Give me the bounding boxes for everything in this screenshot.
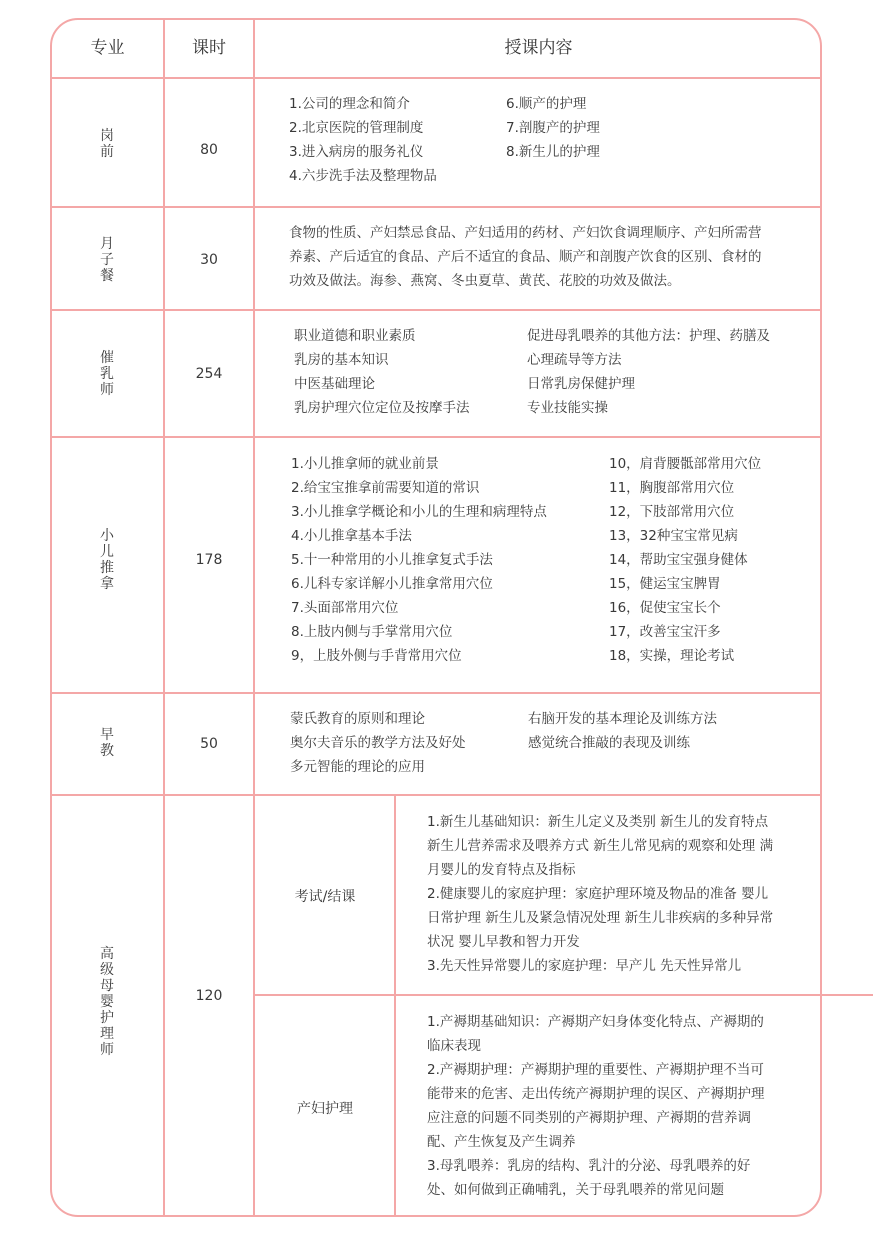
hours-value: 80 [200,142,218,158]
major-label: 催 乳 师 [100,350,114,398]
hours-value: 30 [200,252,218,268]
content-line: 日常护理 新生儿及紧急情况处理 新生儿非疾病的多种异常 [427,910,774,926]
content-line: 11，胸腹部常用穴位 [609,480,735,496]
header-major: 专业 [90,38,125,58]
content-line: 月婴儿的发育特点及指标 [427,862,576,878]
hours-value: 254 [195,366,223,382]
major-label: 岗 前 [100,128,114,160]
content-line: 新生儿营养需求及喂养方式 新生儿常见病的观察和处理 满 [427,838,774,854]
content-line: 乳房的基本知识 [294,352,389,368]
major-label: 早 教 [100,727,114,759]
content-line: 中医基础理论 [294,376,375,392]
content-line: 8.上肢内侧与手掌常用穴位 [291,624,453,640]
content-line: 促进母乳喂养的其他方法：护理、药膳及 [527,328,770,344]
major-label: 小 儿 推 拿 [100,528,114,592]
content-line: 17，改善宝宝汗多 [609,624,721,640]
content-line: 配、产生恢复及产生调养 [427,1134,576,1150]
content-line: 2.给宝宝推拿前需要知道的常识 [291,480,480,496]
sub-col-divider [394,795,396,1216]
hours-value: 120 [195,988,223,1004]
content-line: 12，下肢部常用穴位 [609,504,735,520]
content-line: 3.先天性异常婴儿的家庭护理：早产儿 先天性异常儿 [427,958,742,974]
col-divider [253,19,255,1216]
content-line: 4.小儿推拿基本手法 [291,528,412,544]
content-line: 2.产褥期护理：产褥期护理的重要性、产褥期护理不当可 [427,1062,764,1078]
content-line: 4.六步洗手法及整理物品 [289,168,437,184]
content-line: 10，肩背腰骶部常用穴位 [609,456,762,472]
content-line: 3.小儿推拿学概论和小儿的生理和病理特点 [291,504,547,520]
row-divider [51,77,821,79]
content-line: 能带来的危害、走出传统产褥期护理的误区、产褥期护理 [427,1086,765,1102]
sub-label: 考试/结课 [294,889,356,905]
row-divider [51,206,821,208]
content-line: 5.十一种常用的小儿推拿复式手法 [291,552,493,568]
content-line: 14，帮助宝宝强身健体 [609,552,748,568]
content-line: 6.儿科专家详解小儿推拿常用穴位 [291,576,493,592]
header-content: 授课内容 [504,38,573,58]
row-divider [51,309,821,311]
content-line: 1.小儿推拿师的就业前景 [291,456,439,472]
content-line: 1.产褥期基础知识：产褥期产妇身体变化特点、产褥期的 [427,1014,764,1030]
row-divider [51,436,821,438]
content-line: 3.母乳喂养：乳房的结构、乳汁的分泌、母乳喂养的好 [427,1158,751,1174]
content-line: 日常乳房保健护理 [527,376,635,392]
content-line: 应注意的问题不同类别的产褥期护理、产褥期的营养调 [427,1110,751,1126]
content-line: 奥尔夫音乐的教学方法及好处 [290,735,466,751]
content-line: 6.顺产的护理 [506,96,587,112]
major-label: 高 级 母 婴 护 理 师 [100,946,114,1058]
content-line: 1.新生儿基础知识：新生儿定义及类别 新生儿的发育特点 [427,814,769,830]
content-line: 临床表现 [427,1038,481,1054]
content-line: 18，实操，理论考试 [609,648,735,664]
content-line: 心理疏导等方法 [527,352,622,368]
content-line: 乳房护理穴位定位及按摩手法 [294,400,470,416]
content-line: 功效及做法。海参、燕窝、冬虫夏草、黄芪、花胶的功效及做法。 [289,273,681,289]
content-line: 16，促使宝宝长个 [609,600,721,616]
content-line: 食物的性质、产妇禁忌食品、产妇适用的药材、产妇饮食调理顺序、产妇所需营 [289,225,762,241]
content-line: 1.公司的理念和简介 [289,96,410,112]
content-line: 7.头面部常用穴位 [291,600,399,616]
content-line: 7.剖腹产的护理 [506,120,600,136]
content-line: 15，健运宝宝脾胃 [609,576,721,592]
content-line: 2.健康婴儿的家庭护理：家庭护理环境及物品的准备 婴儿 [427,886,769,902]
major-label: 月 子 餐 [100,236,114,284]
col-divider [163,19,165,1216]
content-line: 多元智能的理论的应用 [290,759,425,775]
content-line: 13，32种宝宝常见病 [609,528,738,544]
content-line: 状况 婴儿早教和智力开发 [427,934,580,950]
content-line: 专业技能实操 [527,400,608,416]
content-line: 蒙氏教育的原则和理论 [290,711,425,727]
header-hours: 课时 [192,38,226,58]
content-line: 右脑开发的基本理论及训练方法 [528,711,717,727]
content-line: 感觉统合推敲的表现及训练 [528,735,690,751]
content-line: 9，上肢外侧与手背常用穴位 [291,648,462,664]
content-line: 养素、产后适宜的食品、产后不适宜的食品、顺产和剖腹产饮食的区别、食材的 [289,249,762,265]
content-line: 8.新生儿的护理 [506,144,600,160]
hours-value: 178 [195,552,223,568]
content-line: 处、如何做到正确哺乳，关于母乳喂养的常见问题 [427,1182,724,1198]
row-divider [51,794,821,796]
sub-row-divider [254,994,873,996]
row-divider [51,692,821,694]
hours-value: 50 [200,736,218,752]
content-line: 3.进入病房的服务礼仪 [289,144,424,160]
sub-label: 产妇护理 [297,1101,353,1117]
content-line: 2.北京医院的管理制度 [289,120,424,136]
content-line: 职业道德和职业素质 [294,328,416,344]
